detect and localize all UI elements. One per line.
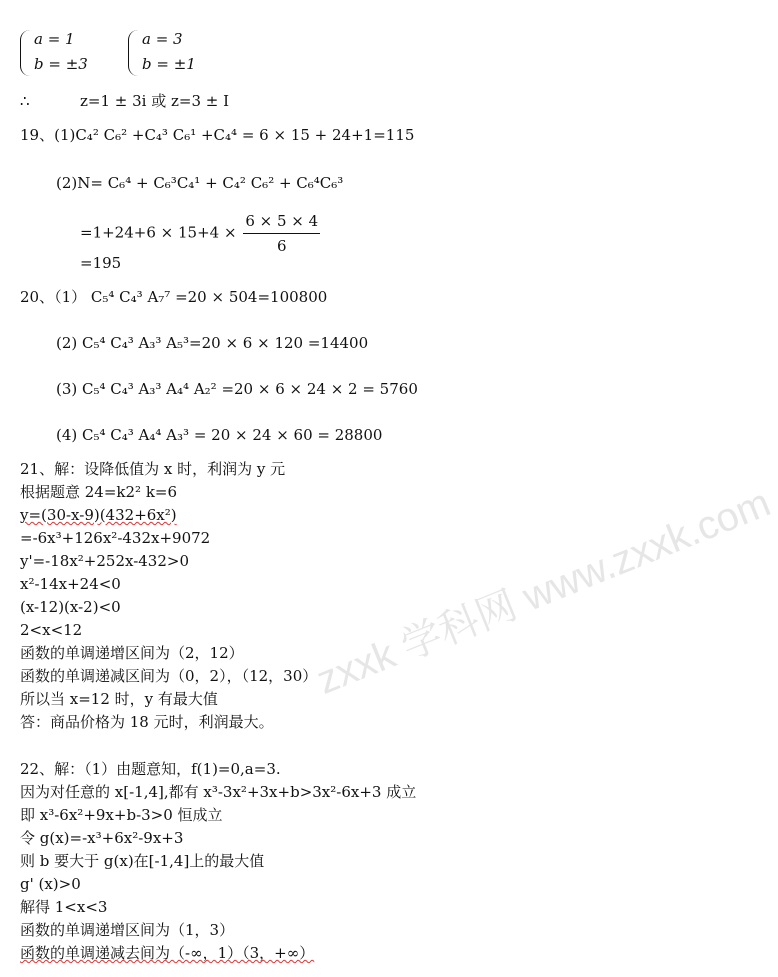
- q20-part1: 20、（1） C₅⁴ C₄³ A₇⁷ =20 × 504=100800: [20, 288, 328, 306]
- q21-line: y=(30-x-9)(432+6x²): [20, 506, 177, 524]
- z-result: z=1 ± 3i 或 z=3 ± I: [80, 92, 230, 110]
- q22-line: 即 x³-6x²+9x+b-3>0 恒成立: [20, 806, 223, 824]
- q19-part2: (2)N= C₆⁴ + C₆³C₄¹ + C₄² C₆² + C₆⁴C₆³: [56, 174, 344, 192]
- q21-line: 所以当 x=12 时，y 有最大值: [20, 690, 218, 708]
- q21-line: 函数的单调递增区间为（2，12）: [20, 644, 244, 662]
- q22-line: 函数的单调递增区间为（1，3）: [20, 921, 235, 939]
- q21-line: (x-12)(x-2)<0: [20, 598, 121, 616]
- q22-line: 因为对任意的 x[-1,4],都有 x³-3x²+3x+b>3x²-6x+3 成立: [20, 783, 417, 801]
- q21-line: x²-14x+24<0: [20, 575, 121, 593]
- brace: [20, 30, 31, 76]
- sys2-b: b = ±1: [142, 55, 196, 73]
- sys2-a: a = 3: [142, 30, 183, 48]
- q22-line: g' (x)>0: [20, 875, 81, 893]
- q21-answer: 答：商品价格为 18 元时，利润最大。: [20, 713, 274, 731]
- q21-line: 2<x<12: [20, 621, 83, 639]
- sys1-a: a = 1: [34, 30, 75, 48]
- q21-line: 根据题意 24=k2² k=6: [20, 483, 178, 501]
- q20-part4: (4) C₅⁴ C₄³ A₄⁴ A₃³ = 20 × 24 × 60 = 28800: [56, 426, 383, 444]
- watermark: zxxk 学科网 www.zxxk.com: [310, 480, 777, 703]
- q19-result: =195: [80, 254, 122, 272]
- fraction: [243, 210, 320, 257]
- q22-line: 22、解：（1）由题意知，f(1)=0,a=3.: [20, 760, 281, 778]
- q19-step-text: =1+24+6 × 15+4 ×: [80, 223, 237, 242]
- q20-part3: (3) C₅⁴ C₄³ A₃³ A₄⁴ A₂² =20 × 6 × 24 × 2 = 5760: [56, 380, 418, 398]
- brace: [128, 30, 139, 76]
- q21-line: =-6x³+126x²-432x+9072: [20, 529, 211, 547]
- q22-line: 解得 1<x<3: [20, 898, 108, 916]
- q21-line: 21、解：设降低值为 x 时，利润为 y 元: [20, 460, 286, 478]
- q22-line: 函数的单调递减去间为（-∞，1）（3，+∞）: [20, 944, 315, 962]
- q19-part1: 19、(1)C₄² C₆² +C₄³ C₆¹ +C₄⁴ = 6 × 15 + 24+1=115: [20, 126, 415, 144]
- q22-line: 则 b 要大于 g(x)在[-1,4]上的最大值: [20, 852, 265, 870]
- therefore-symbol: ∴: [20, 92, 30, 110]
- q19-step: [80, 210, 320, 257]
- q22-line: 令 g(x)=-x³+6x²-9x+3: [20, 829, 184, 847]
- q21-line: 函数的单调递减区间为（0，2），（12，30）: [20, 667, 318, 685]
- fraction-denominator: 6: [276, 237, 287, 255]
- q20-part2: (2) C₅⁴ C₄³ A₃³ A₅³=20 × 6 × 120 =14400: [56, 334, 369, 352]
- sys1-b: b = ±3: [34, 55, 88, 73]
- q21-line: y'=-18x²+252x-432>0: [20, 552, 189, 570]
- fraction-numerator: 6 × 5 × 4: [243, 210, 320, 234]
